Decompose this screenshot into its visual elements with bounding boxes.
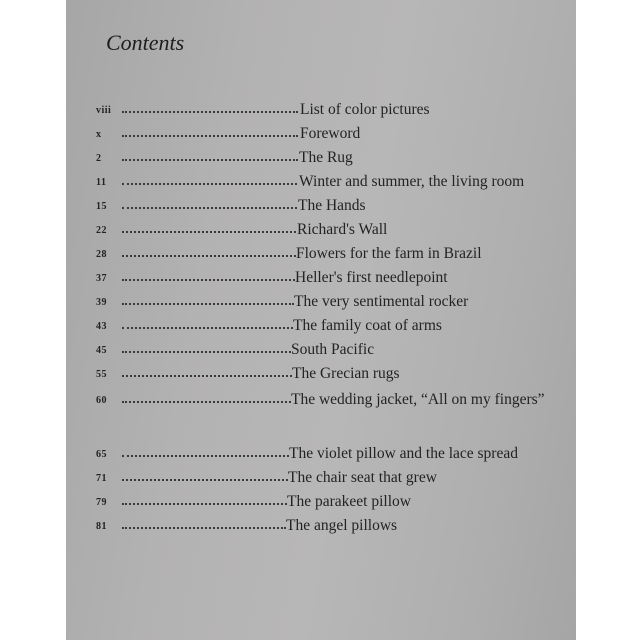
- toc-entry: [96, 516, 566, 540]
- toc-page-number: 28: [96, 249, 107, 260]
- toc-entry-title: Foreword: [300, 125, 361, 142]
- dot-leader: [122, 255, 296, 257]
- dot-leader: [122, 207, 297, 209]
- toc-entry-title: Heller's first needlepoint: [295, 269, 448, 286]
- toc-page-number: viii: [96, 105, 112, 116]
- toc-entry: [96, 172, 566, 196]
- toc-page-number: 65: [96, 449, 107, 460]
- dot-leader: [122, 351, 291, 353]
- toc-entry: [96, 340, 566, 364]
- toc-page-number: 55: [96, 369, 107, 380]
- toc-entry-title: The wedding jacket, “All on my fingers”: [291, 391, 545, 408]
- toc-entry-title: The Rug: [299, 149, 353, 166]
- dot-leader: [122, 303, 294, 305]
- toc-entry-title: Richard's Wall: [297, 221, 388, 238]
- toc-page-number: 15: [96, 201, 107, 212]
- toc-entry-title: Winter and summer, the living room: [299, 173, 525, 190]
- dot-leader: [122, 135, 298, 137]
- toc-entry: [96, 196, 566, 220]
- toc-page-number: 71: [96, 473, 107, 484]
- toc-page-number: 43: [96, 321, 107, 332]
- toc-entry: [96, 444, 566, 468]
- toc-entry-title: The chair seat that grew: [288, 469, 437, 486]
- toc-entry-title: The Grecian rugs: [292, 365, 400, 382]
- dot-leader: [122, 279, 295, 281]
- toc-page-number: 22: [96, 225, 107, 236]
- toc-entry: [96, 364, 566, 388]
- toc-entry: [96, 244, 566, 268]
- toc-entry-title: South Pacific: [291, 341, 375, 358]
- toc-page-number: 2: [96, 153, 102, 164]
- dot-leader: [122, 479, 288, 481]
- dot-leader: [122, 375, 292, 377]
- dot-leader: [122, 527, 286, 529]
- toc-entry: [96, 492, 566, 516]
- toc-entry-title: The very sentimental rocker: [294, 293, 469, 310]
- toc-page-number: 11: [96, 177, 107, 188]
- toc-entry-title: List of color pictures: [300, 101, 430, 118]
- toc-entry-title: The parakeet pillow: [287, 493, 411, 510]
- toc-entry: [96, 220, 566, 244]
- toc-entry: [96, 268, 566, 292]
- toc-entry: [96, 100, 566, 124]
- toc-entry: [96, 292, 566, 316]
- toc-entry: [96, 148, 566, 172]
- table-of-contents: [66, 0, 576, 640]
- contents-heading: Contents: [106, 30, 185, 55]
- toc-entry-title: The Hands: [298, 197, 366, 214]
- toc-entry-title: The family coat of arms: [293, 317, 442, 334]
- toc-page-number: 37: [96, 273, 107, 284]
- toc-page-number: 45: [96, 345, 107, 356]
- dot-leader: [122, 401, 291, 403]
- toc-entry: [96, 468, 566, 492]
- toc-page-number: x: [96, 129, 102, 140]
- dot-leader: [122, 183, 297, 185]
- dot-leader: [122, 231, 296, 233]
- book-page: [66, 0, 576, 640]
- toc-entry-title: Flowers for the farm in Brazil: [296, 245, 482, 262]
- toc-page-number: 60: [96, 395, 107, 406]
- dot-leader: [122, 159, 298, 161]
- toc-entry-title: The angel pillows: [286, 517, 398, 534]
- toc-page-number: 79: [96, 497, 107, 508]
- dot-leader: [122, 455, 289, 457]
- toc-entry: [96, 316, 566, 340]
- dot-leader: [122, 111, 298, 113]
- toc-page-number: 81: [96, 521, 107, 532]
- toc-entry: [96, 390, 566, 414]
- toc-entry-title: The violet pillow and the lace spread: [289, 445, 518, 462]
- toc-page-number: 39: [96, 297, 107, 308]
- dot-leader: [122, 503, 287, 505]
- dot-leader: [122, 327, 293, 329]
- toc-entry: [96, 124, 566, 148]
